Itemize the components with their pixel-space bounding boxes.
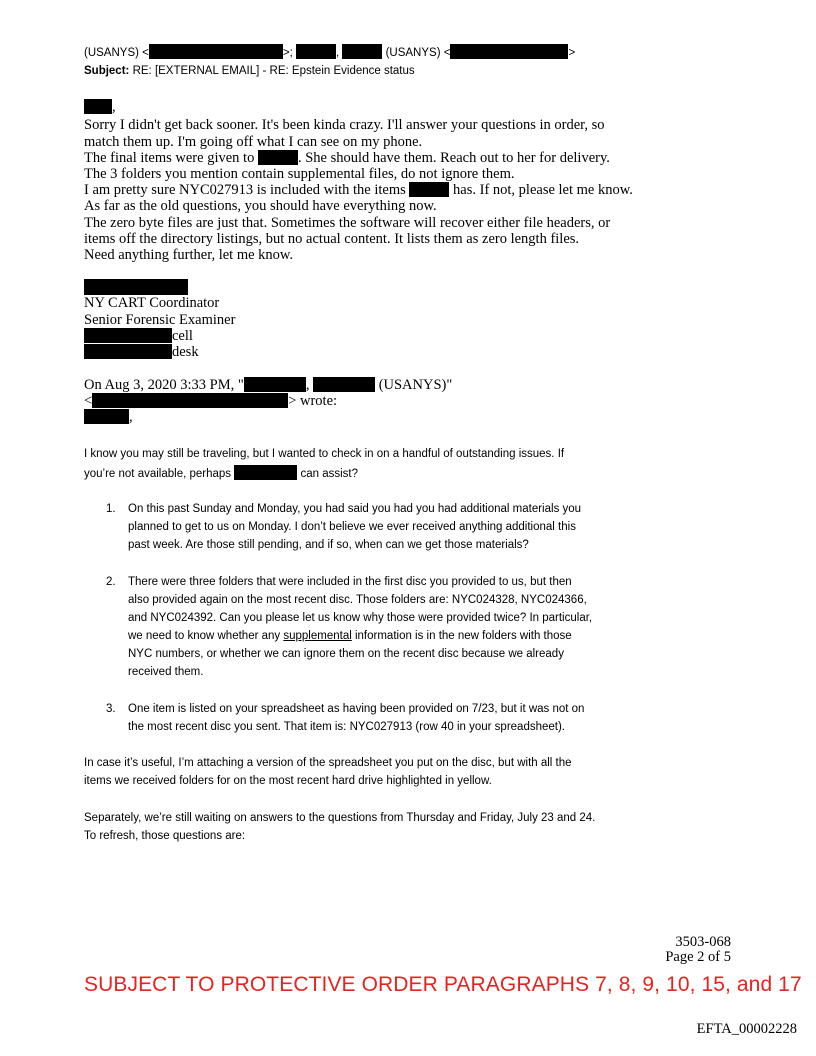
protective-order-notice: SUBJECT TO PROTECTIVE ORDER PARAGRAPHS 7, 8, 9, 10, 15, and 17 <box>84 973 802 996</box>
to-text: , <box>335 47 343 59</box>
reply-line: The zero byte files are just that. Sometimes the software will recover either file headers, or <box>84 215 611 231</box>
list-text: past week. Are those still pending, and if so, when can we get those materials? <box>128 539 529 551</box>
quoted-paragraph: To refresh, those questions are: <box>84 830 246 842</box>
desk-label: desk <box>172 344 199 360</box>
list-text: One item is listed on your spreadsheet as having been provided on 7/23, but it was not on <box>128 703 585 715</box>
reply-line: items off the directory listings, but no actual content. It lists them as zero length files. <box>84 231 580 247</box>
greeting-comma: , <box>112 99 116 115</box>
reply-line <box>84 182 633 199</box>
redaction <box>409 182 449 197</box>
list-text: received them. <box>128 666 204 678</box>
signature-title: Senior Forensic Examiner <box>84 312 236 328</box>
quoted-greeting <box>84 409 133 426</box>
reply-text: . She should have them. Reach out to her for delivery. <box>297 150 610 166</box>
reply-text: The final items were given to <box>84 150 255 166</box>
cell-label: cell <box>172 328 193 344</box>
list-text: NYC numbers, or whether we can ignore them on the recent disc because we already <box>128 648 564 660</box>
list-number: 3. <box>106 703 116 715</box>
redaction <box>450 44 568 59</box>
quoted-paragraph: Separately, we’re still waiting on answers to the questions from Thursday and Friday, July 23 and 24. <box>84 812 596 824</box>
subject-label: Subject: <box>84 65 130 77</box>
quoted-text: you’re not available, perhaps <box>84 468 232 480</box>
redaction <box>84 99 112 114</box>
reply-line <box>84 150 610 167</box>
redaction <box>244 377 306 392</box>
reply-line: match them up. I'm going off what I can see on my phone. <box>84 134 423 150</box>
quoted-paragraph: In case it’s useful, I’m attaching a version of the spreadsheet you put on the disc, but with all the <box>84 757 572 769</box>
to-line <box>84 44 575 61</box>
reply-greeting <box>84 99 116 116</box>
reply-line: As far as the old questions, you should have everything now. <box>84 198 437 214</box>
redaction <box>342 44 382 59</box>
quoted-paragraph <box>84 465 358 482</box>
quoted-header-line <box>84 393 337 410</box>
quoted-paragraph: items we received folders for on the most recent hard drive highlighted in yellow. <box>84 775 492 787</box>
signature-cell <box>84 328 193 345</box>
greeting-comma: , <box>129 409 133 425</box>
list-text: the most recent disc you sent. That item is: NYC027913 (row 40 in your spreadsheet). <box>128 721 565 733</box>
list-number: 1. <box>106 503 116 515</box>
quoted-header-line <box>84 377 452 394</box>
quoted-header-text: > wrote: <box>288 393 338 409</box>
reply-line: The 3 folders you mention contain supplemental files, do not ignore them. <box>84 166 515 182</box>
signature-name-redaction <box>84 279 188 295</box>
quoted-header-text: , <box>305 377 310 393</box>
list-text: also provided again on the most recent disc. Those folders are: NYC024328, NYC024366, <box>128 594 587 606</box>
list-text: There were three folders that were included in the first disc you provided to us, but then <box>128 576 572 588</box>
reply-text: I am pretty sure NYC027913 is included with the items <box>84 182 406 198</box>
bates-number: EFTA_00002228 <box>696 1021 797 1037</box>
list-text: and NYC024392. Can you please let us know why those were provided twice? In particular, <box>128 612 593 624</box>
subject-text: RE: [EXTERNAL EMAIL] - RE: Epstein Evidence status <box>132 65 415 77</box>
list-text-part: we need to know whether any <box>128 630 281 642</box>
page-number: Page 2 of 5 <box>665 949 731 965</box>
quoted-header-text: (USANYS)" <box>378 377 453 393</box>
subject-line <box>84 63 415 79</box>
quoted-header-text: < <box>84 393 93 409</box>
redaction <box>84 328 172 343</box>
quoted-paragraph: I know you may still be traveling, but I wanted to check in on a handful of outstanding issues. If <box>84 448 565 460</box>
underlined-word: supplemental <box>283 630 352 642</box>
signature-title: NY CART Coordinator <box>84 295 220 311</box>
to-text: >; <box>282 47 296 59</box>
to-text: (USANYS) < <box>382 47 451 59</box>
to-text: (USANYS) < <box>84 47 149 59</box>
doc-number: 3503-068 <box>675 934 731 950</box>
redaction <box>258 150 298 165</box>
reply-text: has. If not, please let me know. <box>453 182 633 198</box>
quoted-text: can assist? <box>300 468 358 480</box>
list-number: 2. <box>106 576 116 588</box>
list-text-part: information is in the new folders with those <box>354 630 572 642</box>
list-text: planned to get to us on Monday. I don’t believe we ever received anything additional this <box>128 521 576 533</box>
redaction <box>234 465 297 480</box>
redaction <box>296 44 336 59</box>
redaction <box>313 377 375 392</box>
signature-desk <box>84 344 199 361</box>
list-text: On this past Sunday and Monday, you had said you had you had additional materials you <box>128 503 582 515</box>
reply-line: Sorry I didn't get back sooner. It's been kinda crazy. I'll answer your questions in order, so <box>84 117 605 133</box>
quoted-header-text: On Aug 3, 2020 3:33 PM, " <box>84 377 244 393</box>
page-info <box>665 935 731 965</box>
to-text: > <box>568 47 576 59</box>
redaction <box>92 393 288 408</box>
redaction <box>84 344 172 359</box>
reply-line: Need anything further, let me know. <box>84 247 294 263</box>
redaction <box>149 44 283 59</box>
redaction <box>84 409 129 424</box>
list-text <box>128 628 638 644</box>
